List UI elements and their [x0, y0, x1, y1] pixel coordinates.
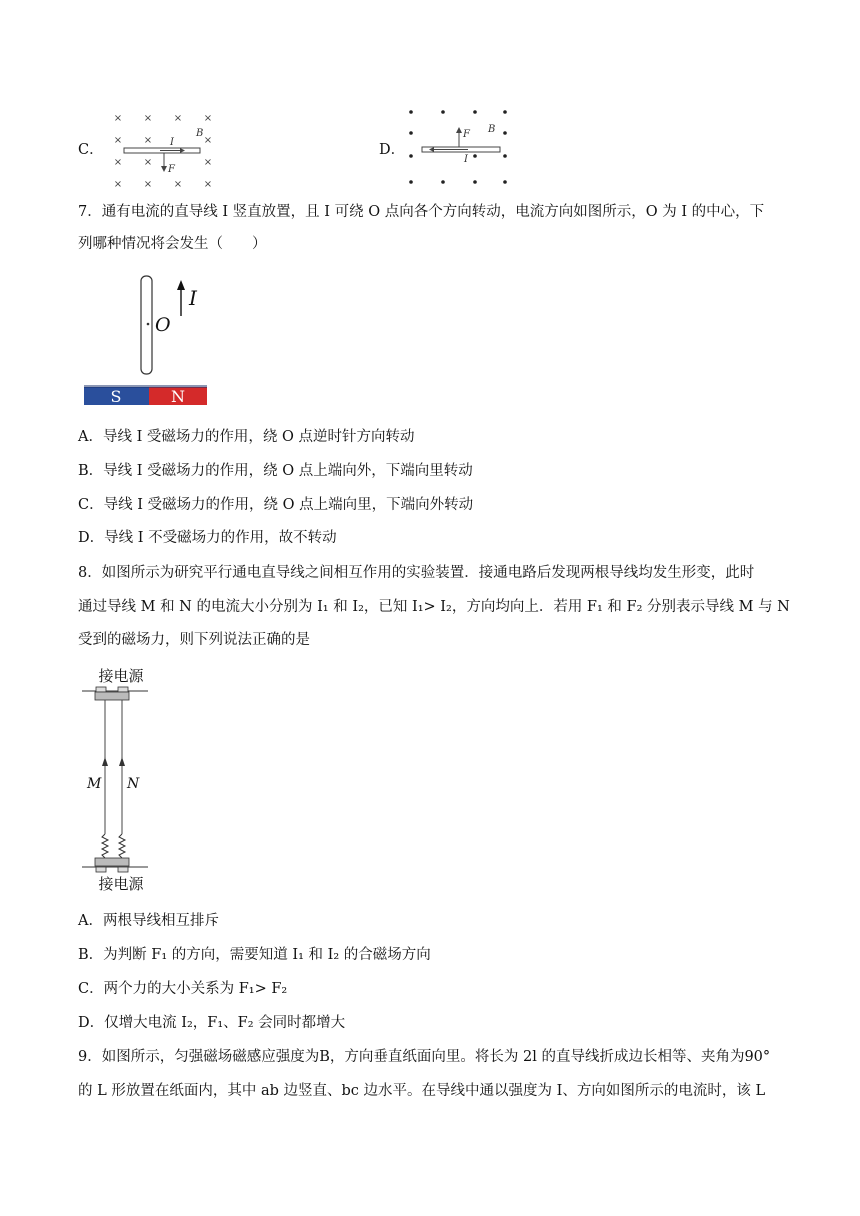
q8-option-b: B．为判断 F₁ 的方向，需要知道 I₁ 和 I₂ 的合磁场方向	[78, 947, 431, 963]
fig-c-field-label: B	[196, 128, 204, 139]
q8-option-d: D．仅增大电流 I₂，F₁、F₂ 会同时都增大	[78, 1015, 346, 1031]
svg-text:×: ×	[203, 135, 213, 146]
q8-figure	[78, 664, 164, 894]
magnet-s-label: S	[110, 387, 122, 406]
svg-text:×: ×	[113, 179, 123, 190]
wire-m-label: M	[87, 776, 102, 792]
q8-stem-line-2: 通过导线 M 和 N 的电流大小分别为 I₁ 和 I₂，已知 I₁> I₂，方向均向上．若用 F₁ 和 F₂ 分别表示导线 M 与 N	[78, 599, 790, 615]
svg-text:×: ×	[203, 179, 213, 190]
svg-text:×: ×	[143, 113, 153, 124]
q8-bottom-label: 接电源	[98, 875, 144, 893]
q7-option-b: B．导线 I 受磁场力的作用，绕 O 点上端向外，下端向里转动	[78, 463, 473, 479]
q7-option-a: A．导线 I 受磁场力的作用，绕 O 点逆时针方向转动	[78, 429, 415, 445]
wire-n-label: N	[127, 776, 140, 792]
q7-center-label: O	[155, 314, 171, 336]
q9-stem-line-1: 9．如图所示，匀强磁场磁感应强度为B，方向垂直纸面向里。将长为 2l 的直导线折成边长相等、夹角为90°	[78, 1049, 771, 1065]
q7-current-label: I	[189, 286, 197, 310]
q7-stem-line-1: 7．通有电流的直导线 I 竖直放置，且 I 可绕 O 点向各个方向转动，电流方向如图所示，O 为 I 的中心，下	[78, 204, 765, 220]
svg-text:×: ×	[143, 135, 153, 146]
fig-c-force-label: F	[168, 164, 175, 175]
q6-figure-d	[402, 104, 514, 188]
option-c-label: C．	[78, 142, 104, 158]
fig-c-current-label: I	[170, 137, 174, 148]
fig-d-field-label: B	[488, 124, 496, 135]
q9-stem-line-2: 的 L 形放置在纸面内，其中 ab 边竖直、bc 边水平。在导线中通以强度为 I、方向如图所示的电流时，该 L	[78, 1083, 766, 1099]
svg-text:×: ×	[203, 113, 213, 124]
svg-text:×: ×	[173, 179, 183, 190]
svg-text:×: ×	[173, 113, 183, 124]
q8-stem-line-1: 8．如图所示为研究平行通电直导线之间相互作用的实验装置．接通电路后发现两根导线均发生形变，此时	[78, 565, 755, 581]
fig-d-force-label: F	[463, 129, 470, 140]
svg-text:×: ×	[113, 157, 123, 168]
q8-option-c: C．两个力的大小关系为 F₁> F₂	[78, 981, 288, 997]
svg-text:×: ×	[203, 157, 213, 168]
q6-figure-c	[110, 108, 220, 190]
q8-option-a: A．两根导线相互排斥	[78, 913, 219, 929]
svg-text:×: ×	[113, 113, 123, 124]
q7-stem-line-2: 列哪种情况将会发生（ ）	[78, 236, 267, 252]
magnet-n-label: N	[171, 387, 185, 406]
q8-stem-line-3: 受到的磁场力，则下列说法正确的是	[78, 632, 310, 648]
q7-figure	[80, 268, 212, 410]
q7-option-d: D．导线 I 不受磁场力的作用，故不转动	[78, 530, 337, 546]
svg-text:×: ×	[113, 135, 123, 146]
q7-option-c: C．导线 I 受磁场力的作用，绕 O 点上端向里，下端向外转动	[78, 497, 474, 513]
q8-top-label: 接电源	[98, 667, 144, 685]
fig-d-current-label: I	[464, 154, 468, 165]
option-d-label: D．	[379, 142, 406, 158]
svg-text:×: ×	[143, 179, 153, 190]
svg-text:×: ×	[143, 157, 153, 168]
